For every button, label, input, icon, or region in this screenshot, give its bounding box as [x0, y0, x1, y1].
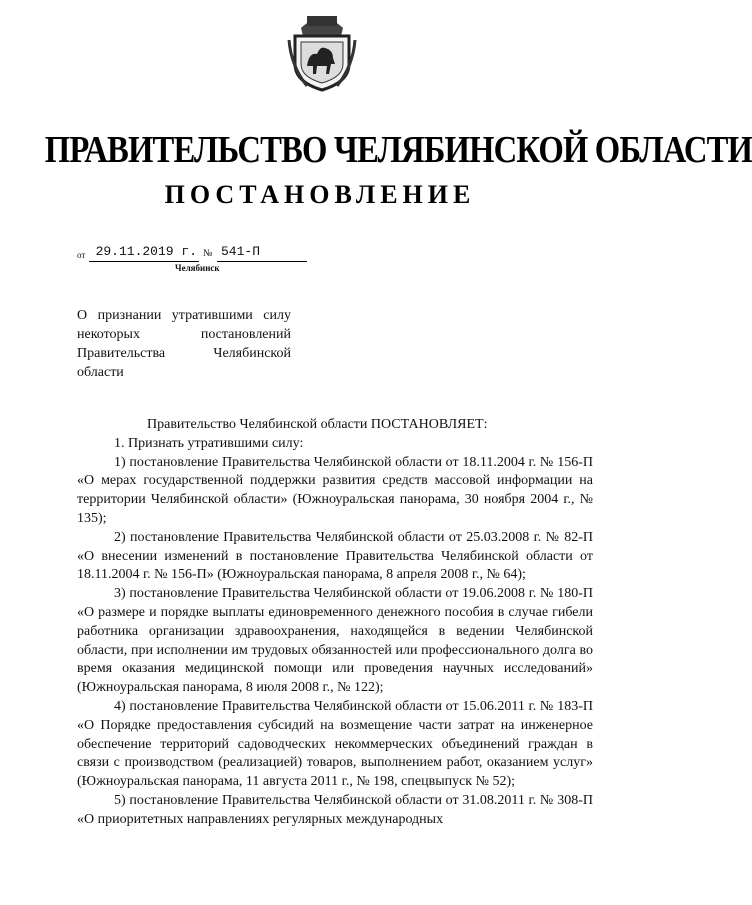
subject-line: области [77, 365, 124, 380]
document-subject [77, 306, 291, 382]
number-prefix: № [203, 248, 213, 259]
document-city: Челябинск [175, 263, 220, 273]
document-body [77, 416, 593, 830]
coat-of-arms-emblem [287, 6, 357, 92]
subject-line: О признании утратившими силу [77, 308, 291, 323]
subject-line: Правительства Челябинской [77, 346, 291, 361]
list-heading: 1. Признать утратившими силу: [114, 435, 304, 451]
list-item: 1) постановление Правительства Челябинской области от 18.11.2004 г. № 156-П «О мерах государственной поддержки развития средств массовой информации на территории Челябинской области» (Южноуральская панорама, 30 ноября 2004 г., № 135); [77, 454, 593, 526]
date-prefix: от [77, 250, 86, 260]
document-number: 541-П [217, 244, 307, 262]
document-type: ПОСТАНОВЛЕНИЕ [164, 180, 476, 209]
list-item: 2) постановление Правительства Челябинской области от 25.03.2008 г. № 82-П «О внесении изменений в постановление Правительства Челябинской области от 18.11.2004 г. № 156-П» (Южноуральская панорама, 8 апреля 2008 г., № 64); [77, 529, 593, 583]
list-item: 5) постановление Правительства Челябинской области от 31.08.2011 г. № 308-П «О приоритетных направлениях регулярных международных [77, 792, 593, 827]
list-item: 4) постановление Правительства Челябинской области от 15.06.2011 г. № 183-П «О Порядке предоставления субсидий на возмещение части затрат на инженерное обеспечение территорий садоводческих некоммерческих объединений граждан в связи с производством (реализацией) товаров, выполнением работ, оказанием услуг» (Южноуральская панорама, 11 августа 2011 г., № 198, спецвыпуск № 52); [77, 698, 593, 790]
decree-statement: Правительство Челябинской области ПОСТАНОВЛЯЕТ: [147, 417, 488, 432]
page-title: ПРАВИТЕЛЬСТВО ЧЕЛЯБИНСКОЙ ОБЛАСТИ [44, 129, 752, 171]
document-date: 29.11.2019 г. [89, 244, 199, 262]
subject-line: некоторых постановлений [77, 327, 291, 342]
list-item: 3) постановление Правительства Челябинской области от 19.06.2008 г. № 180-П «О размере и порядке выплаты единовременного денежного пособия в случае гибели работника организации здравоохранения, находящейся в ведении Челябинской области, при исполнении им трудовых обязанностей или профессионального долга во время оказания медицинской помощи или проведения научных исследований» (Южноуральская панорама, 8 июля 2008 г., № 122); [77, 586, 593, 696]
document-meta [77, 244, 317, 264]
